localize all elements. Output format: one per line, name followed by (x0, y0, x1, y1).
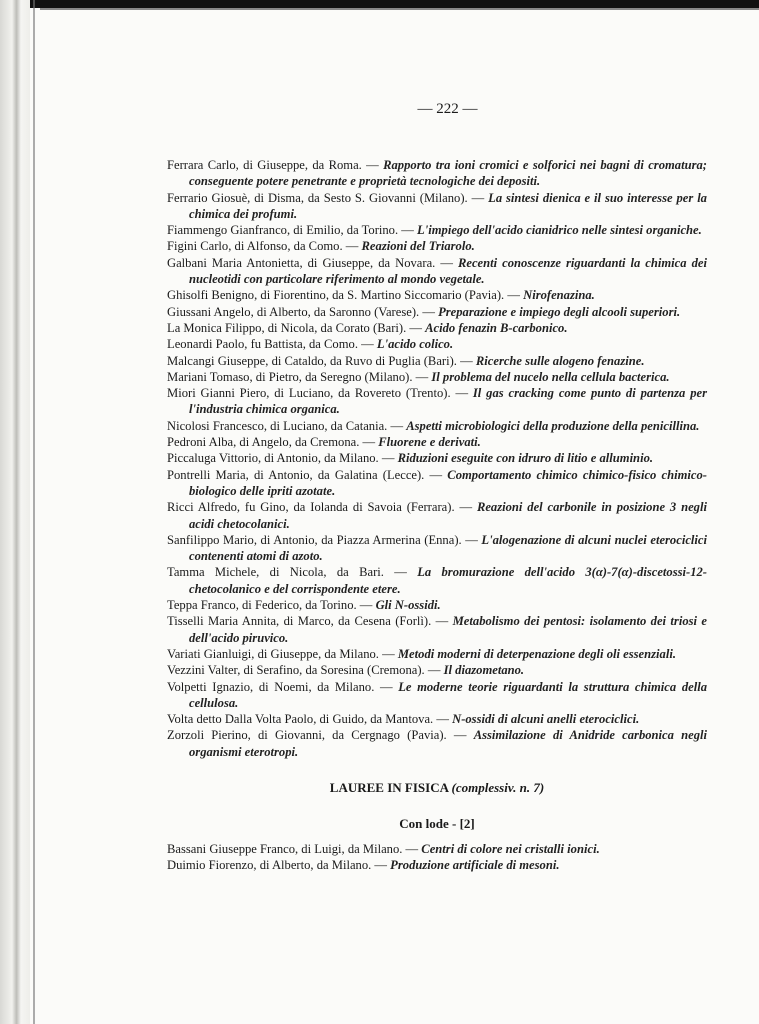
thesis-title: Reazioni del carbonile in posizione 3 negli acidi chetocolanici. (189, 500, 707, 531)
thesis-title: Aspetti microbiologici della produzione della penicillina. (406, 418, 700, 433)
student-name: Malcangi Giuseppe, di Cataldo, da Ruvo di Puglia (Bari). — (167, 353, 473, 368)
student-name: Mariani Tomaso, di Pietro, da Seregno (Milano). — (167, 369, 429, 384)
scan-top-line (40, 8, 759, 10)
thesis-entry (167, 304, 707, 320)
student-name: Figini Carlo, di Alfonso, da Como. — (167, 239, 359, 254)
section-heading (167, 780, 707, 796)
section-note: (complessiv. n. 7) (451, 779, 545, 795)
thesis-title: Metodi moderni di deterpenazione degli oli essenziali. (397, 646, 676, 661)
thesis-entry (167, 841, 707, 857)
student-name: Miori Gianni Piero, di Luciano, da Rovereto (Trento). — (167, 386, 469, 401)
chimica-list (167, 157, 707, 760)
thesis-entry (167, 711, 707, 727)
thesis-entry (167, 679, 707, 712)
student-name: Leonardi Paolo, fu Battista, da Como. — (167, 337, 374, 352)
thesis-entry (167, 385, 707, 418)
student-name: Ghisolfi Benigno, di Fiorentino, da S. Martino Siccomario (Pavia). — (167, 288, 520, 303)
thesis-title: Il gas cracking come punto di partenza per l'industria chimica organica. (189, 386, 707, 417)
thesis-entry (167, 418, 707, 434)
thesis-title: Il problema del nucelo nella cellula bacterica. (431, 369, 670, 384)
thesis-entry (167, 157, 707, 190)
thesis-title: Riduzioni eseguite con idruro di litio e alluminio. (397, 451, 654, 466)
thesis-title: Preparazione e impiego degli alcooli superiori. (438, 304, 681, 319)
scan-top-edge (0, 0, 759, 8)
student-name: Volta detto Dalla Volta Paolo, di Guido, da Mantova. — (167, 712, 449, 727)
thesis-title: L'acido colico. (376, 337, 454, 352)
thesis-entry (167, 646, 707, 662)
thesis-title: Comportamento chimico chimico-fisico chimico-biologico delle ipriti azotate. (189, 467, 707, 498)
thesis-title: Ricerche sulle alogeno fenazine. (475, 353, 645, 368)
thesis-entry (167, 353, 707, 369)
student-name: Duimio Fiorenzo, di Alberto, da Milano. — (167, 857, 388, 872)
thesis-title: Assimilazione di Anidride carbonica negli organismi eterotropi. (189, 728, 708, 759)
thesis-entry (167, 499, 707, 532)
thesis-entry (167, 450, 707, 466)
student-name: La Monica Filippo, di Nicola, da Corato (Bari). — (167, 320, 422, 335)
student-name: Bassani Giuseppe Franco, di Luigi, da Milano. — (167, 841, 419, 856)
thesis-title: N-ossidi di alcuni anelli eterociclici. (452, 712, 640, 727)
student-name: Nicolosi Francesco, di Luciano, da Catania. — (167, 418, 404, 433)
thesis-title: Nirofenazina. (523, 288, 595, 303)
thesis-entry (167, 662, 707, 678)
thesis-title: Le moderne teorie riguardanti la struttura chimica della cellulosa. (189, 679, 708, 710)
student-name: Piccaluga Vittorio, di Antonio, da Milano. — (167, 451, 395, 466)
student-name: Pedroni Alba, di Angelo, da Cremona. — (167, 435, 376, 450)
student-name: Variati Gianluigi, di Giuseppe, da Milano. — (167, 646, 395, 661)
subsection-heading: Con lode - [2] (399, 816, 475, 832)
thesis-title: Recenti conoscenze riguardanti la chimica dei nucleotidi con particolare riferimento al mondo vegetale. (189, 255, 707, 287)
thesis-title: Rapporto tra ioni cromici e solforici nei bagni di cromatura; conseguente potere penetrante e proprietà tecnologiche dei depositi. (189, 158, 707, 189)
student-name: Sanfilippo Mario, di Antonio, da Piazza Armerina (Enna). — (167, 532, 478, 547)
page-number: — 222 — (417, 101, 478, 117)
student-name: Giussani Angelo, di Alberto, da Saronno (Varese). — (167, 304, 435, 319)
thesis-title: Fluorene e derivati. (378, 435, 481, 450)
scan-binding-line (33, 0, 35, 1024)
thesis-entry (167, 222, 707, 238)
thesis-entry (167, 287, 707, 303)
thesis-entry (167, 434, 707, 450)
student-name: Ferrario Giosuè, di Disma, da Sesto S. Giovanni (Milano). — (167, 190, 485, 205)
thesis-title: Produzione artificiale di mesoni. (390, 857, 560, 872)
student-name: Teppa Franco, di Federico, da Torino. — (167, 598, 373, 613)
thesis-entry (167, 467, 707, 500)
student-name: Tisselli Maria Annita, di Marco, da Cesena (Forlì). — (167, 614, 449, 629)
thesis-entry (167, 727, 707, 760)
thesis-entry (167, 613, 707, 646)
thesis-entry (167, 597, 707, 613)
thesis-title: La bromurazione dell'acido 3(α)-7(α)-discetossi-12-chetocolanico e del corrispondente etere. (189, 565, 707, 596)
student-name: Galbani Maria Antonietta, di Giuseppe, da Novara. — (167, 255, 453, 270)
thesis-title: La sintesi dienica e il suo interesse per la chimica dei profumi. (189, 190, 707, 221)
thesis-title: Il diazometano. (443, 663, 525, 678)
section-title: LAUREE IN FISICA (329, 779, 449, 795)
thesis-entry (167, 336, 707, 352)
student-name: Ricci Alfredo, fu Gino, da Iolanda di Savoia (Ferrara). — (167, 500, 473, 515)
thesis-entry (167, 564, 707, 597)
thesis-entry (167, 532, 707, 565)
thesis-entry (167, 190, 707, 223)
thesis-title: L'impiego dell'acido cianidrico nelle sintesi organiche. (417, 223, 702, 238)
thesis-entry (167, 238, 707, 254)
fisica-list (167, 841, 707, 874)
scan-binding-edge (0, 0, 30, 1024)
thesis-entry (167, 369, 707, 385)
thesis-entry (167, 255, 707, 288)
thesis-title: Metabolismo dei pentosi: isolamento dei triosi e dell'acido piruvico. (189, 614, 708, 645)
thesis-title: L'alogenazione di alcuni nuclei eterociclici contenenti atomi di azoto. (189, 532, 707, 564)
student-name: Pontrelli Maria, di Antonio, da Galatina (Lecce). — (167, 467, 443, 482)
student-name: Tamma Michele, di Nicola, da Bari. — (167, 565, 407, 580)
student-name: Vezzini Valter, di Serafino, da Soresina (Cremona). — (167, 663, 441, 678)
student-name: Volpetti Ignazio, di Noemi, da Milano. — (167, 679, 393, 694)
thesis-title: Centri di colore nei cristalli ionici. (421, 841, 600, 856)
student-name: Ferrara Carlo, di Giuseppe, da Roma. — (167, 158, 379, 172)
thesis-entry (167, 857, 707, 873)
student-name: Fiammengo Gianfranco, di Emilio, da Torino. — (167, 223, 414, 238)
thesis-title: Reazioni del Triarolo. (361, 239, 475, 254)
document-body (167, 157, 707, 873)
student-name: Zorzoli Pierino, di Giovanni, da Cergnago (Pavia). — (167, 728, 467, 743)
thesis-title: Acido fenazin B-carbonico. (425, 320, 568, 335)
thesis-title: Gli N-ossidi. (375, 598, 441, 613)
thesis-entry (167, 320, 707, 336)
